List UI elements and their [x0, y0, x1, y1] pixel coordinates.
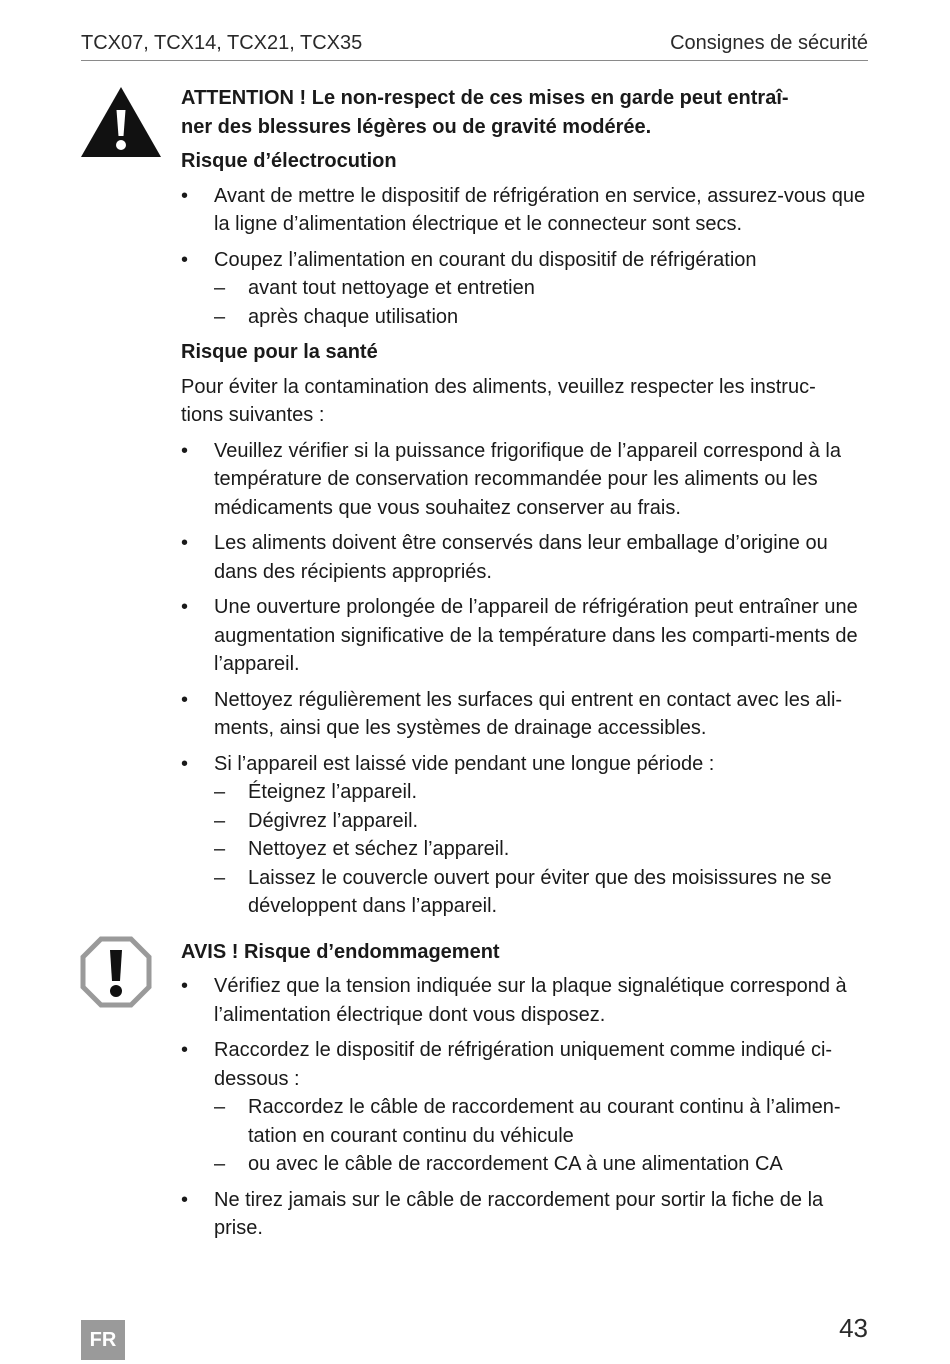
bullet: • — [181, 752, 189, 775]
sub-list-item-text: après chaque utilisation — [248, 305, 459, 328]
list-item — [181, 182, 871, 239]
sub-list-item — [214, 835, 871, 864]
list-item — [181, 1036, 871, 1179]
list-item-text: Nettoyez régulièrement les surfaces qui entrent en contact avec les ali-ments, ainsi que les systèmes de drainage accessibles. — [214, 688, 843, 739]
health-intro-line1: Pour éviter la contamination des aliments, veuillez respecter les instruc- — [181, 375, 816, 398]
warning-triangle-icon — [80, 86, 162, 158]
warning-title-line1: ATTENTION ! Le non-respect de ces mises en garde peut entraî- — [181, 87, 789, 109]
sub-list-item — [214, 807, 871, 836]
sub-list-item-text: Raccordez le câble de raccordement au courant continu à l’alimen-tation en courant continu du véhicule — [248, 1096, 841, 1147]
list-item-text: Si l’appareil est laissé vide pendant une longue période : — [214, 752, 715, 775]
bullet: • — [181, 248, 189, 271]
header-models: TCX07, TCX14, TCX21, TCX35 — [81, 32, 363, 54]
sub-list-item — [214, 1150, 871, 1179]
list-item — [181, 972, 871, 1029]
notice-list — [181, 972, 871, 1243]
dash: – — [214, 781, 226, 803]
sub-list-item-text: Éteignez l’appareil. — [248, 781, 417, 803]
page-number: 43 — [839, 1313, 868, 1343]
dash: – — [214, 305, 226, 328]
notice-title: AVIS ! Risque d’endommagement — [181, 940, 500, 963]
bullet: • — [181, 1039, 189, 1061]
list-item — [181, 750, 871, 921]
health-risk-heading: Risque pour la santé — [181, 341, 378, 363]
page-header — [81, 30, 868, 61]
list-item — [181, 437, 871, 523]
bullet: • — [181, 532, 189, 554]
electric-risk-heading: Risque d’électrocution — [181, 150, 397, 172]
bullet: • — [181, 688, 189, 711]
sub-list — [214, 1093, 871, 1179]
list-item — [181, 529, 871, 586]
sub-list-item-text: Nettoyez et séchez l’appareil. — [248, 838, 510, 860]
sub-list-item — [214, 303, 871, 332]
electric-risk-list — [181, 182, 871, 332]
safety-content — [181, 84, 871, 1250]
sub-list-item-text: ou avec le câble de raccordement CA à une alimentation CA — [248, 1153, 783, 1175]
dash: – — [214, 277, 226, 299]
sub-list-item — [214, 274, 871, 303]
sub-list-item — [214, 1093, 871, 1150]
list-item — [181, 593, 871, 679]
list-item-text: Coupez l’alimentation en courant du dispositif de réfrigération — [214, 248, 757, 271]
dash: – — [214, 866, 226, 889]
sub-list-item — [214, 864, 871, 921]
bullet: • — [181, 596, 189, 618]
bullet: • — [181, 1188, 189, 1211]
health-intro-line2: tions suivantes : — [181, 404, 325, 426]
language-badge: FR — [81, 1320, 125, 1360]
notice-block — [181, 938, 871, 1243]
list-item — [181, 1186, 871, 1243]
list-item-text: Les aliments doivent être conservés dans leur emballage d’origine ou dans des récipients appropriés. — [214, 532, 828, 583]
sub-list-item-text: avant tout nettoyage et entretien — [248, 277, 535, 299]
list-item-text: Une ouverture prolongée de l’appareil de réfrigération peut entraîner une augmentation significative de la température dans les comparti-ments de l’appareil. — [214, 596, 858, 675]
list-item-text: Ne tirez jamais sur le câble de raccordement pour sortir la fiche de la prise. — [214, 1188, 824, 1239]
dash: – — [214, 1096, 226, 1118]
sub-list — [214, 778, 871, 921]
health-risk-list — [181, 437, 871, 921]
list-item — [181, 246, 871, 332]
bullet: • — [181, 184, 189, 207]
warning-title — [181, 84, 871, 141]
warning-title-line2: ner des blessures légères ou de gravité modérée. — [181, 115, 652, 138]
sub-list-item — [214, 778, 871, 807]
list-item-text: Vérifiez que la tension indiquée sur la plaque signalétique correspond à l’alimentation électrique dont vous disposez. — [214, 975, 847, 1026]
header-section: Consignes de sécurité — [670, 32, 868, 54]
bullet: • — [181, 439, 189, 462]
dash: – — [214, 838, 226, 860]
notice-octagon-icon — [80, 936, 152, 1008]
sub-list — [214, 274, 871, 331]
list-item — [181, 686, 871, 743]
list-item-text: Veuillez vérifier si la puissance frigorifique de l’appareil correspond à la température de conservation recommandée pour les aliments ou les médicaments que vous souhaitez conserver au frais. — [214, 439, 842, 519]
health-risk-intro — [181, 373, 871, 430]
dash: – — [214, 809, 226, 832]
sub-list-item-text: Dégivrez l’appareil. — [248, 809, 419, 832]
list-item-text: Raccordez le dispositif de réfrigération uniquement comme indiqué ci-dessous : — [214, 1039, 833, 1090]
bullet: • — [181, 975, 189, 997]
sub-list-item-text: Laissez le couvercle ouvert pour éviter que des moisissures ne se développent dans l’appareil. — [248, 866, 832, 917]
dash: – — [214, 1153, 226, 1175]
list-item-text: Avant de mettre le dispositif de réfrigération en service, assurez-vous que la ligne d’alimentation électrique et le connecteur sont secs. — [214, 184, 866, 235]
